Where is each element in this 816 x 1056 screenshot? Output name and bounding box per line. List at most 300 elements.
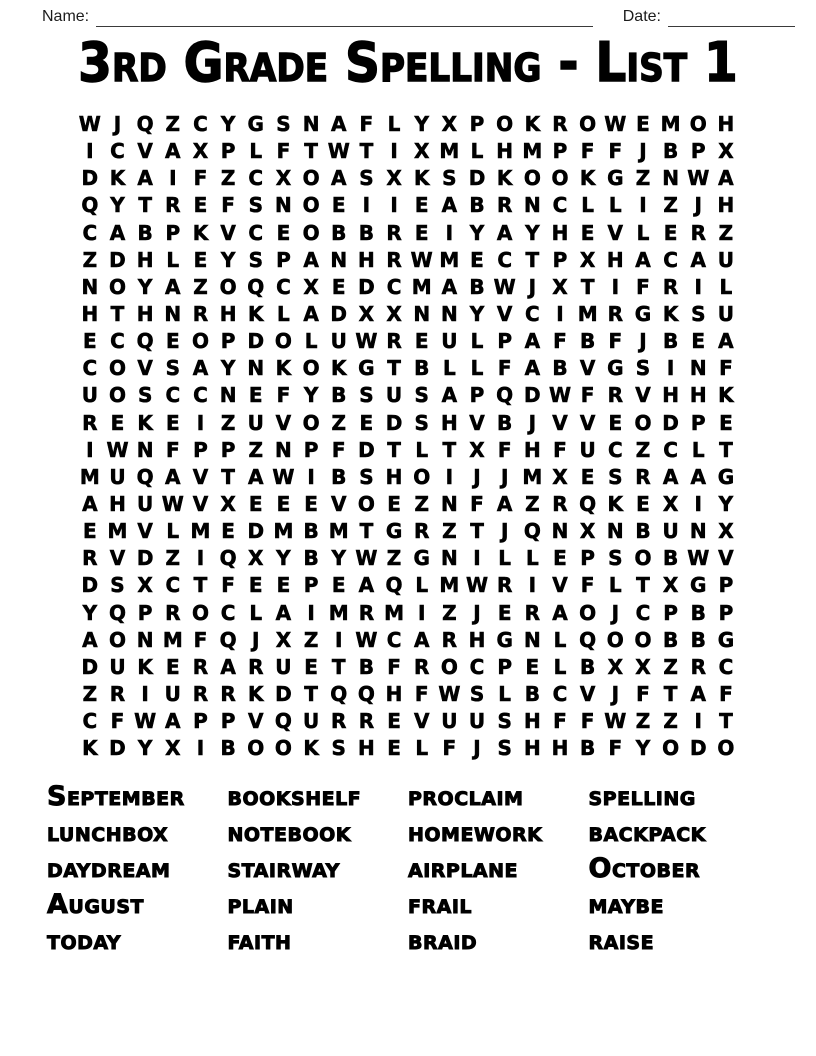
grid-letter: I bbox=[307, 464, 315, 489]
grid-letter: K bbox=[192, 220, 209, 245]
word-item: proclaim bbox=[408, 781, 524, 812]
grid-letter: R bbox=[607, 383, 623, 408]
grid-letter: E bbox=[553, 546, 567, 571]
grid-letter: U bbox=[81, 383, 98, 408]
word-item: raise bbox=[588, 925, 655, 956]
grid-letter: L bbox=[304, 329, 318, 354]
grid-letter: W bbox=[465, 573, 489, 598]
grid-letter: M bbox=[273, 519, 294, 544]
grid-row bbox=[76, 274, 740, 301]
grid-letter: Z bbox=[165, 112, 181, 136]
grid-letter: R bbox=[220, 681, 236, 706]
grid-letter: R bbox=[607, 301, 623, 326]
grid-letter: X bbox=[662, 491, 679, 516]
grid-letter: G bbox=[247, 112, 264, 136]
grid-letter: E bbox=[221, 519, 235, 544]
grid-letter: F bbox=[193, 166, 208, 191]
grid-letter: B bbox=[580, 654, 596, 679]
grid-letter: K bbox=[137, 410, 153, 435]
grid-letter: B bbox=[524, 681, 540, 706]
grid-letter: M bbox=[660, 112, 681, 136]
grid-letter: C bbox=[276, 274, 291, 299]
grid-letter: O bbox=[551, 166, 569, 191]
grid-letter: L bbox=[470, 139, 484, 164]
grid-letter: T bbox=[442, 437, 457, 462]
grid-letter: B bbox=[662, 139, 679, 164]
grid-letter: A bbox=[496, 220, 513, 245]
grid-letter: K bbox=[496, 166, 513, 191]
grid-letter: A bbox=[552, 600, 568, 625]
grid-letter: D bbox=[358, 437, 375, 462]
grid-letter: A bbox=[441, 274, 458, 299]
grid-letter: C bbox=[386, 627, 402, 652]
grid-letter: O bbox=[108, 274, 126, 299]
grid-letter: R bbox=[386, 220, 402, 245]
grid-letter: U bbox=[275, 654, 292, 679]
grid-letter: R bbox=[165, 600, 181, 625]
grid-letter: V bbox=[109, 546, 126, 571]
grid-letter: V bbox=[579, 681, 596, 706]
grid-letter: N bbox=[275, 437, 292, 462]
grid-letter: D bbox=[385, 410, 403, 435]
grid-letter: O bbox=[302, 356, 320, 381]
grid-letter: P bbox=[552, 139, 568, 164]
grid-letter: S bbox=[359, 383, 374, 408]
word-item: September bbox=[47, 781, 185, 812]
grid-letter: S bbox=[110, 573, 125, 598]
grid-letter: Z bbox=[663, 654, 678, 679]
grid-row bbox=[76, 355, 740, 382]
grid-letter: E bbox=[387, 736, 401, 761]
grid-letter: F bbox=[719, 356, 733, 381]
grid-letter: I bbox=[666, 356, 675, 381]
grid-letter: P bbox=[220, 139, 236, 164]
grid-row bbox=[76, 111, 740, 138]
grid-letter: S bbox=[442, 166, 457, 191]
grid-letter: Z bbox=[82, 681, 98, 706]
grid-letter: A bbox=[165, 709, 181, 734]
grid-letter: A bbox=[635, 247, 651, 272]
grid-letter: P bbox=[718, 600, 734, 625]
grid-letter: Y bbox=[525, 220, 540, 245]
grid-letter: R bbox=[192, 654, 209, 679]
grid-letter: F bbox=[442, 736, 457, 761]
grid-letter: L bbox=[553, 627, 567, 652]
grid-letter: F bbox=[470, 491, 484, 516]
grid-letter: R bbox=[331, 709, 347, 734]
grid-letter: D bbox=[247, 329, 265, 354]
grid-letter: O bbox=[579, 112, 597, 136]
grid-letter: X bbox=[248, 546, 264, 571]
grid-letter: V bbox=[718, 546, 734, 571]
grid-letter: X bbox=[469, 437, 485, 462]
grid-letter: A bbox=[690, 464, 706, 489]
grid-letter: Z bbox=[220, 410, 236, 435]
grid-letter: E bbox=[636, 112, 650, 136]
grid-letter: Z bbox=[386, 546, 402, 571]
grid-letter: C bbox=[607, 437, 623, 462]
grid-letter: E bbox=[580, 220, 595, 245]
word-list-column bbox=[228, 779, 409, 959]
grid-letter: Z bbox=[414, 491, 429, 516]
grid-letter: Y bbox=[137, 274, 153, 299]
grid-letter: Y bbox=[220, 112, 236, 136]
grid-letter: U bbox=[109, 464, 126, 489]
grid-letter: E bbox=[82, 329, 97, 354]
grid-letter: W bbox=[106, 437, 129, 462]
grid-letter: E bbox=[359, 410, 374, 435]
grid-letter: E bbox=[414, 329, 429, 354]
grid-letter: O bbox=[274, 329, 292, 354]
word-item: plain bbox=[227, 889, 294, 920]
grid-letter: J bbox=[113, 112, 122, 136]
grid-letter: Q bbox=[136, 464, 154, 489]
grid-letter: M bbox=[107, 519, 128, 544]
grid-letter: B bbox=[580, 736, 596, 761]
grid-letter: J bbox=[611, 681, 620, 706]
grid-letter: M bbox=[577, 301, 598, 326]
grid-letter: R bbox=[109, 681, 126, 706]
grid-letter: B bbox=[137, 220, 153, 245]
grid-row bbox=[76, 464, 740, 491]
grid-letter: E bbox=[304, 491, 318, 516]
grid-letter: P bbox=[303, 573, 319, 598]
word-list-column bbox=[47, 779, 228, 959]
grid-letter: T bbox=[387, 356, 401, 381]
grid-letter: P bbox=[193, 709, 208, 734]
grid-letter: C bbox=[469, 654, 485, 679]
grid-letter: P bbox=[497, 329, 512, 354]
grid-letter: H bbox=[358, 736, 375, 761]
word-item: today bbox=[47, 925, 122, 956]
grid-letter: N bbox=[689, 356, 707, 381]
name-label: Name: bbox=[42, 8, 90, 25]
grid-letter: Q bbox=[136, 112, 154, 136]
grid-letter: O bbox=[689, 112, 707, 136]
grid-letter: H bbox=[468, 627, 486, 652]
grid-letter: U bbox=[247, 410, 264, 435]
grid-letter: E bbox=[470, 247, 484, 272]
grid-letter: M bbox=[439, 247, 460, 272]
grid-letter: N bbox=[440, 491, 458, 516]
grid-letter: O bbox=[108, 383, 126, 408]
grid-letter: Y bbox=[331, 546, 346, 571]
grid-row bbox=[76, 627, 740, 654]
grid-letter: S bbox=[137, 383, 153, 408]
grid-letter: L bbox=[415, 573, 429, 598]
grid-letter: X bbox=[165, 736, 181, 761]
grid-letter: O bbox=[523, 166, 541, 191]
grid-letter: Q bbox=[247, 274, 265, 299]
grid-letter: D bbox=[689, 736, 707, 761]
grid-letter: R bbox=[165, 193, 181, 218]
grid-letter: F bbox=[165, 437, 180, 462]
grid-letter: H bbox=[385, 681, 403, 706]
grid-letter: J bbox=[528, 274, 537, 299]
grid-letter: S bbox=[359, 464, 374, 489]
grid-letter: A bbox=[524, 329, 541, 354]
grid-letter: T bbox=[331, 654, 346, 679]
grid-letter: I bbox=[694, 274, 702, 299]
word-item: stairway bbox=[227, 853, 340, 884]
grid-letter: R bbox=[82, 546, 98, 571]
grid-letter: W bbox=[604, 709, 627, 734]
grid-letter: E bbox=[248, 491, 263, 516]
grid-letter: G bbox=[385, 519, 403, 544]
grid-letter: N bbox=[247, 356, 265, 381]
page-title: 3rd Grade Spelling - List 1 bbox=[78, 31, 738, 94]
grid-letter: G bbox=[717, 464, 735, 489]
grid-letter: Y bbox=[414, 112, 429, 136]
grid-letter: K bbox=[248, 301, 264, 326]
grid-letter: C bbox=[718, 654, 734, 679]
grid-letter: J bbox=[473, 464, 481, 489]
grid-letter: A bbox=[137, 166, 153, 191]
grid-letter: Y bbox=[82, 600, 98, 625]
grid-letter: C bbox=[193, 383, 208, 408]
grid-letter: Z bbox=[525, 491, 540, 516]
grid-letter: S bbox=[608, 464, 623, 489]
grid-letter: X bbox=[220, 491, 236, 516]
grid-letter: D bbox=[136, 546, 154, 571]
grid-letter: O bbox=[274, 736, 292, 761]
grid-letter: F bbox=[276, 383, 291, 408]
grid-letter: I bbox=[335, 627, 343, 652]
grid-letter: P bbox=[137, 600, 153, 625]
grid-letter: A bbox=[330, 166, 347, 191]
word-item: backpack bbox=[588, 817, 706, 848]
grid-letter: V bbox=[192, 464, 209, 489]
grid-letter: V bbox=[552, 410, 568, 435]
grid-letter: R bbox=[386, 247, 402, 272]
grid-letter: V bbox=[496, 301, 513, 326]
grid-letter: E bbox=[276, 491, 291, 516]
grid-letter: X bbox=[635, 654, 651, 679]
grid-letter: R bbox=[690, 654, 706, 679]
grid-letter: S bbox=[359, 166, 374, 191]
grid-letter: E bbox=[387, 491, 401, 516]
grid-letter: N bbox=[523, 627, 541, 652]
grid-letter: Z bbox=[303, 627, 319, 652]
grid-letter: Z bbox=[635, 166, 651, 191]
grid-letter: V bbox=[552, 573, 568, 598]
grid-letter: D bbox=[275, 681, 292, 706]
grid-letter: W bbox=[438, 681, 461, 706]
grid-letter: A bbox=[248, 464, 264, 489]
word-list bbox=[47, 779, 769, 959]
grid-letter: K bbox=[579, 166, 596, 191]
grid-letter: X bbox=[192, 139, 209, 164]
grid-letter: L bbox=[636, 220, 650, 245]
grid-letter: G bbox=[358, 356, 375, 381]
grid-letter: B bbox=[580, 329, 596, 354]
grid-letter: F bbox=[331, 437, 346, 462]
grid-letter: A bbox=[718, 329, 734, 354]
grid-letter: F bbox=[580, 139, 595, 164]
grid-letter: X bbox=[718, 139, 734, 164]
grid-letter: J bbox=[611, 600, 620, 625]
grid-letter: F bbox=[580, 709, 595, 734]
grid-row bbox=[76, 192, 740, 219]
grid-letter: C bbox=[110, 139, 125, 164]
grid-letter: Z bbox=[442, 600, 457, 625]
grid-letter: B bbox=[414, 356, 430, 381]
grid-letter: D bbox=[109, 736, 126, 761]
grid-letter: H bbox=[717, 193, 735, 218]
grid-letter: A bbox=[303, 247, 319, 272]
grid-letter: K bbox=[607, 491, 624, 516]
grid-letter: I bbox=[445, 464, 454, 489]
grid-letter: B bbox=[662, 329, 679, 354]
grid-letter: T bbox=[387, 437, 401, 462]
grid-letter: Q bbox=[385, 573, 403, 598]
grid-letter: C bbox=[497, 247, 513, 272]
grid-letter: P bbox=[303, 437, 319, 462]
grid-letter: H bbox=[551, 736, 569, 761]
grid-letter: Y bbox=[718, 491, 734, 516]
grid-letter: P bbox=[469, 112, 485, 136]
grid-letter: M bbox=[411, 274, 432, 299]
grid-letter: B bbox=[303, 546, 319, 571]
grid-letter: Z bbox=[635, 709, 651, 734]
word-item: October bbox=[588, 853, 701, 884]
word-item: braid bbox=[408, 925, 478, 956]
grid-letter: I bbox=[473, 546, 481, 571]
grid-row bbox=[76, 382, 740, 409]
grid-letter: B bbox=[358, 220, 375, 245]
grid-letter: X bbox=[607, 654, 623, 679]
grid-letter: F bbox=[221, 193, 235, 218]
grid-letter: K bbox=[330, 356, 347, 381]
grid-letter: Y bbox=[635, 736, 651, 761]
grid-letter: L bbox=[691, 437, 705, 462]
grid-letter: R bbox=[386, 329, 402, 354]
grid-letter: R bbox=[552, 112, 568, 136]
grid-letter: D bbox=[81, 654, 99, 679]
grid-letter: U bbox=[137, 491, 154, 516]
grid-letter: V bbox=[579, 410, 596, 435]
grid-letter: Z bbox=[718, 220, 734, 245]
grid-letter: O bbox=[302, 193, 320, 218]
grid-row bbox=[76, 165, 740, 192]
grid-letter: Y bbox=[303, 383, 319, 408]
grid-letter: N bbox=[413, 301, 431, 326]
grid-letter: F bbox=[580, 383, 595, 408]
grid-letter: O bbox=[440, 654, 458, 679]
grid-letter: A bbox=[413, 627, 430, 652]
grid-letter: D bbox=[81, 573, 99, 598]
grid-row bbox=[76, 518, 740, 545]
grid-letter: F bbox=[193, 627, 208, 652]
grid-letter: P bbox=[469, 383, 485, 408]
grid-letter: A bbox=[662, 464, 679, 489]
grid-letter: Z bbox=[220, 166, 236, 191]
word-item: bookshelf bbox=[227, 781, 362, 812]
grid-letter: H bbox=[606, 247, 624, 272]
word-list-column bbox=[408, 779, 589, 959]
grid-letter: V bbox=[635, 383, 651, 408]
grid-letter: O bbox=[634, 410, 652, 435]
grid-letter: X bbox=[386, 301, 402, 326]
grid-letter: O bbox=[606, 627, 624, 652]
grid-letter: I bbox=[169, 166, 177, 191]
grid-letter: X bbox=[441, 112, 458, 136]
grid-letter: Y bbox=[469, 220, 485, 245]
grid-letter: A bbox=[303, 301, 319, 326]
grid-letter: T bbox=[525, 247, 540, 272]
grid-letter: E bbox=[193, 193, 208, 218]
grid-letter: A bbox=[690, 681, 706, 706]
grid-letter: L bbox=[470, 329, 484, 354]
grid-letter: C bbox=[663, 437, 678, 462]
grid-letter: E bbox=[580, 464, 595, 489]
grid-letter: Q bbox=[579, 491, 597, 516]
grid-letter: O bbox=[302, 410, 320, 435]
letter-grid bbox=[76, 111, 740, 762]
grid-letter: X bbox=[579, 519, 596, 544]
grid-row bbox=[76, 545, 740, 572]
grid-letter: O bbox=[219, 274, 237, 299]
grid-letter: L bbox=[608, 573, 622, 598]
grid-letter: F bbox=[553, 329, 567, 354]
grid-letter: Y bbox=[469, 301, 485, 326]
grid-letter: H bbox=[717, 112, 735, 136]
grid-letter: X bbox=[662, 573, 679, 598]
grid-letter: F bbox=[608, 139, 623, 164]
grid-letter: K bbox=[718, 383, 734, 408]
grid-letter: V bbox=[579, 356, 596, 381]
grid-letter: L bbox=[166, 519, 180, 544]
grid-letter: F bbox=[276, 139, 291, 164]
grid-letter: B bbox=[635, 519, 651, 544]
grid-letter: B bbox=[331, 383, 347, 408]
grid-letter: B bbox=[331, 464, 347, 489]
grid-letter: O bbox=[108, 627, 126, 652]
grid-letter: P bbox=[690, 410, 706, 435]
grid-letter: E bbox=[276, 573, 291, 598]
grid-letter: O bbox=[357, 491, 375, 516]
grid-letter: Q bbox=[579, 627, 597, 652]
grid-letter: M bbox=[79, 464, 100, 489]
grid-letter: U bbox=[302, 709, 320, 734]
grid-letter: B bbox=[331, 220, 347, 245]
grid-letter: B bbox=[690, 600, 706, 625]
grid-letter: A bbox=[690, 247, 706, 272]
grid-letter: G bbox=[607, 166, 624, 191]
grid-letter: K bbox=[109, 166, 126, 191]
word-item: notebook bbox=[227, 817, 352, 848]
grid-letter: N bbox=[523, 193, 541, 218]
grid-letter: P bbox=[220, 709, 236, 734]
grid-letter: C bbox=[552, 193, 568, 218]
grid-letter: B bbox=[552, 356, 568, 381]
grid-letter: C bbox=[165, 573, 181, 598]
grid-letter: F bbox=[414, 681, 429, 706]
grid-letter: P bbox=[220, 437, 236, 462]
grid-letter: L bbox=[719, 274, 733, 299]
grid-letter: X bbox=[552, 274, 568, 299]
grid-letter: D bbox=[358, 274, 375, 299]
grid-letter: V bbox=[137, 356, 153, 381]
grid-letter: Y bbox=[276, 546, 291, 571]
grid-letter: H bbox=[523, 709, 541, 734]
grid-letter: R bbox=[496, 193, 513, 218]
grid-letter: T bbox=[359, 139, 374, 164]
grid-letter: C bbox=[663, 247, 678, 272]
grid-letter: F bbox=[553, 709, 567, 734]
grid-letter: S bbox=[248, 247, 263, 272]
grid-letter: V bbox=[469, 410, 485, 435]
